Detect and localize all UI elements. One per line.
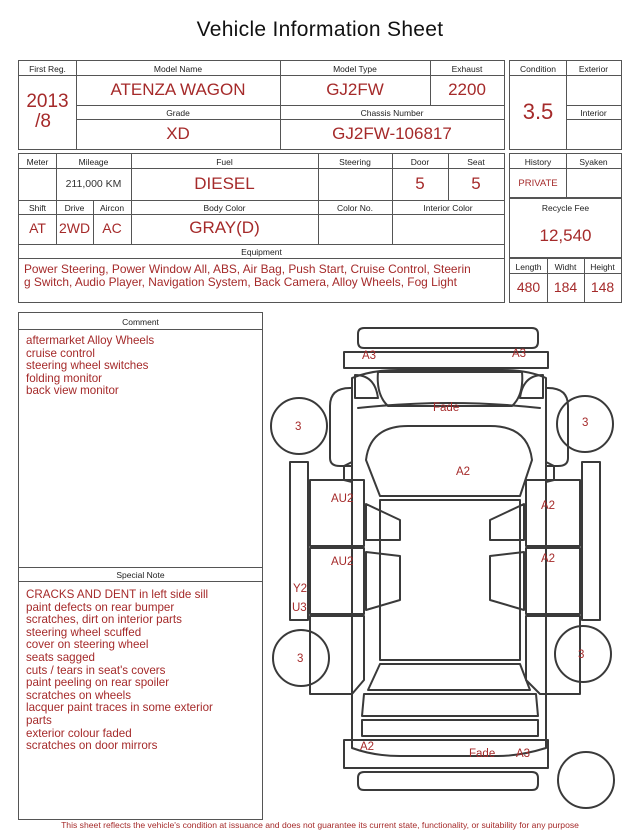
meter-label: Meter bbox=[26, 157, 49, 167]
right-front-window bbox=[490, 504, 524, 540]
grade-value: XD bbox=[166, 124, 190, 143]
recycle-fee-label: Recycle Fee bbox=[541, 203, 590, 213]
rear-bumper-lower bbox=[358, 772, 538, 790]
right-sill bbox=[582, 462, 600, 620]
specs-block bbox=[18, 153, 505, 303]
note-line: cuts / tears in seat's covers bbox=[26, 663, 166, 677]
drive-value: 2WD bbox=[58, 220, 91, 236]
first-reg-label: First Reg. bbox=[29, 64, 66, 74]
interior-label: Interior bbox=[580, 108, 607, 118]
mark-right-front-door: A2 bbox=[541, 500, 556, 512]
first-reg-month: /8 bbox=[35, 111, 51, 132]
recycle-block bbox=[509, 198, 622, 258]
special-note-label: Special Note bbox=[116, 570, 165, 580]
mark-rear-bumper-left: A2 bbox=[360, 741, 375, 753]
comment-line: steering wheel switches bbox=[26, 359, 149, 373]
mark-front-bumper-right: A3 bbox=[512, 348, 527, 360]
comment-line: cruise control bbox=[26, 346, 95, 360]
body-outline bbox=[352, 370, 546, 756]
header-block bbox=[18, 60, 505, 150]
spare-wheel bbox=[558, 752, 614, 808]
shift-value: AT bbox=[29, 220, 46, 236]
mileage-label: Mileage bbox=[78, 157, 109, 167]
door-label: Door bbox=[410, 157, 430, 167]
note-line: scratches on door mirrors bbox=[26, 739, 158, 753]
mark-hood: Fade bbox=[433, 402, 460, 414]
windshield bbox=[366, 426, 532, 496]
length-label: Length bbox=[515, 262, 542, 272]
mark-wheel-rear-left: 3 bbox=[297, 653, 304, 665]
rear-spoiler bbox=[362, 720, 538, 736]
model-type: GJ2FW bbox=[326, 80, 384, 99]
equipment-label: Equipment bbox=[241, 247, 282, 257]
mark-wheel-front-right: 3 bbox=[582, 417, 589, 429]
equipment-line-1: Power Steering, Power Window All, ABS, Air Bag, Push Start, Cruise Control, Steerin bbox=[24, 262, 471, 276]
comment-line: folding monitor bbox=[26, 371, 103, 385]
color-no-label: Color No. bbox=[337, 203, 373, 213]
right-front-door bbox=[526, 480, 580, 546]
length-value: 480 bbox=[516, 279, 541, 295]
width-label: Widht bbox=[554, 262, 577, 272]
condition-score: 3.5 bbox=[522, 99, 554, 124]
height-value: 148 bbox=[590, 279, 615, 295]
equipment-line-2: g Switch, Audio Player, Navigation System, Back Camera, Alloy Wheels, Fog Light bbox=[24, 275, 457, 289]
front-left-fender bbox=[330, 388, 352, 466]
chassis-label: Chassis Number bbox=[360, 108, 424, 118]
steering-label: Steering bbox=[339, 157, 371, 167]
left-sill bbox=[290, 462, 308, 620]
footer-disclaimer: This sheet reflects the vehicle's condition at issuance and does not guarantee its current state, functionality, or suitability for any purpose bbox=[61, 820, 579, 830]
note-line: paint defects on rear bumper bbox=[26, 600, 175, 614]
comment-label: Comment bbox=[122, 317, 159, 327]
special-note-list bbox=[26, 589, 213, 753]
mark-left-sill-1: Y2 bbox=[293, 583, 308, 595]
drive-label: Drive bbox=[64, 203, 85, 213]
note-line: seats sagged bbox=[26, 650, 95, 664]
mark-right-rear-door: A2 bbox=[541, 553, 556, 565]
interior-color-label: Interior Color bbox=[423, 203, 473, 213]
left-front-window bbox=[366, 504, 400, 540]
mark-wheel-rear-right: 3 bbox=[578, 649, 585, 661]
mark-left-front-door: AU2 bbox=[331, 493, 354, 505]
aircon-value: AC bbox=[102, 220, 122, 236]
history-label: History bbox=[524, 157, 552, 167]
rear-window bbox=[368, 664, 530, 690]
seat-label: Seat bbox=[467, 157, 485, 167]
left-front-door bbox=[310, 480, 364, 546]
condition-label: Condition bbox=[520, 64, 556, 74]
mark-left-rear-door: AU2 bbox=[331, 556, 354, 568]
left-rear-quarter bbox=[310, 616, 364, 694]
front-left-lamp bbox=[355, 375, 378, 398]
front-bumper-panel bbox=[358, 328, 538, 348]
first-reg-year: 2013 bbox=[26, 91, 69, 112]
history-block bbox=[509, 153, 622, 198]
note-line: CRACKS AND DENT in left side sill bbox=[26, 588, 209, 601]
note-line: scratches on wheels bbox=[26, 688, 132, 702]
note-line: parts bbox=[26, 713, 52, 727]
note-line: paint peeling on rear spoiler bbox=[26, 676, 170, 690]
recycle-fee-value: 12,540 bbox=[539, 226, 592, 245]
rear-hatch bbox=[362, 694, 538, 716]
mark-rear-bumper-center: Fade bbox=[469, 748, 496, 760]
width-value: 184 bbox=[553, 279, 578, 295]
grade-label: Grade bbox=[166, 108, 190, 118]
right-rear-window bbox=[490, 552, 524, 610]
mark-rear-bumper-right: A3 bbox=[516, 748, 531, 760]
comment-line: aftermarket Alloy Wheels bbox=[26, 334, 155, 347]
note-line: lacquer paint traces in some exterior bbox=[26, 701, 213, 715]
door-value: 5 bbox=[415, 174, 425, 193]
car-damage-diagram bbox=[268, 318, 634, 820]
hood-panel bbox=[378, 372, 523, 406]
condition-block bbox=[509, 60, 622, 150]
height-label: Height bbox=[590, 262, 615, 272]
left-rear-window bbox=[366, 552, 400, 610]
seat-value: 5 bbox=[471, 174, 481, 193]
chassis-number: GJ2FW-106817 bbox=[332, 124, 452, 143]
mileage-value: 211,000 KM bbox=[65, 178, 122, 190]
sheet-title: Vehicle Information Sheet bbox=[196, 18, 444, 41]
exhaust-label: Exhaust bbox=[451, 64, 483, 74]
aircon-label: Aircon bbox=[99, 203, 125, 213]
body-color-value: GRAY(D) bbox=[189, 218, 260, 237]
comment-list bbox=[26, 335, 154, 398]
exhaust-value: 2200 bbox=[448, 80, 486, 99]
model-name-label: Model Name bbox=[153, 64, 203, 74]
syaken-label: Syaken bbox=[579, 157, 608, 167]
mark-left-sill-2: U3 bbox=[292, 602, 307, 614]
shift-label: Shift bbox=[28, 203, 46, 213]
mark-wheel-front-left: 3 bbox=[295, 421, 302, 433]
exterior-label: Exterior bbox=[578, 64, 609, 74]
mark-roof: A2 bbox=[456, 466, 471, 478]
notes-panel bbox=[18, 312, 263, 820]
body-color-label: Body Color bbox=[203, 203, 246, 213]
mark-front-bumper-left: A3 bbox=[362, 350, 377, 362]
fuel-value: DIESEL bbox=[194, 174, 255, 193]
dimensions-block bbox=[509, 258, 622, 303]
note-line: steering wheel scuffed bbox=[26, 625, 142, 639]
model-type-label: Model Type bbox=[333, 64, 377, 74]
note-line: cover on steering wheel bbox=[26, 638, 149, 652]
note-line: exterior colour faded bbox=[26, 726, 132, 740]
comment-line: back view monitor bbox=[26, 384, 119, 398]
note-line: scratches, dirt on interior parts bbox=[26, 613, 182, 627]
history-value: PRIVATE bbox=[518, 178, 558, 189]
front-right-lamp bbox=[520, 375, 543, 398]
model-name: ATENZA WAGON bbox=[110, 80, 246, 99]
fuel-label: Fuel bbox=[216, 157, 233, 167]
